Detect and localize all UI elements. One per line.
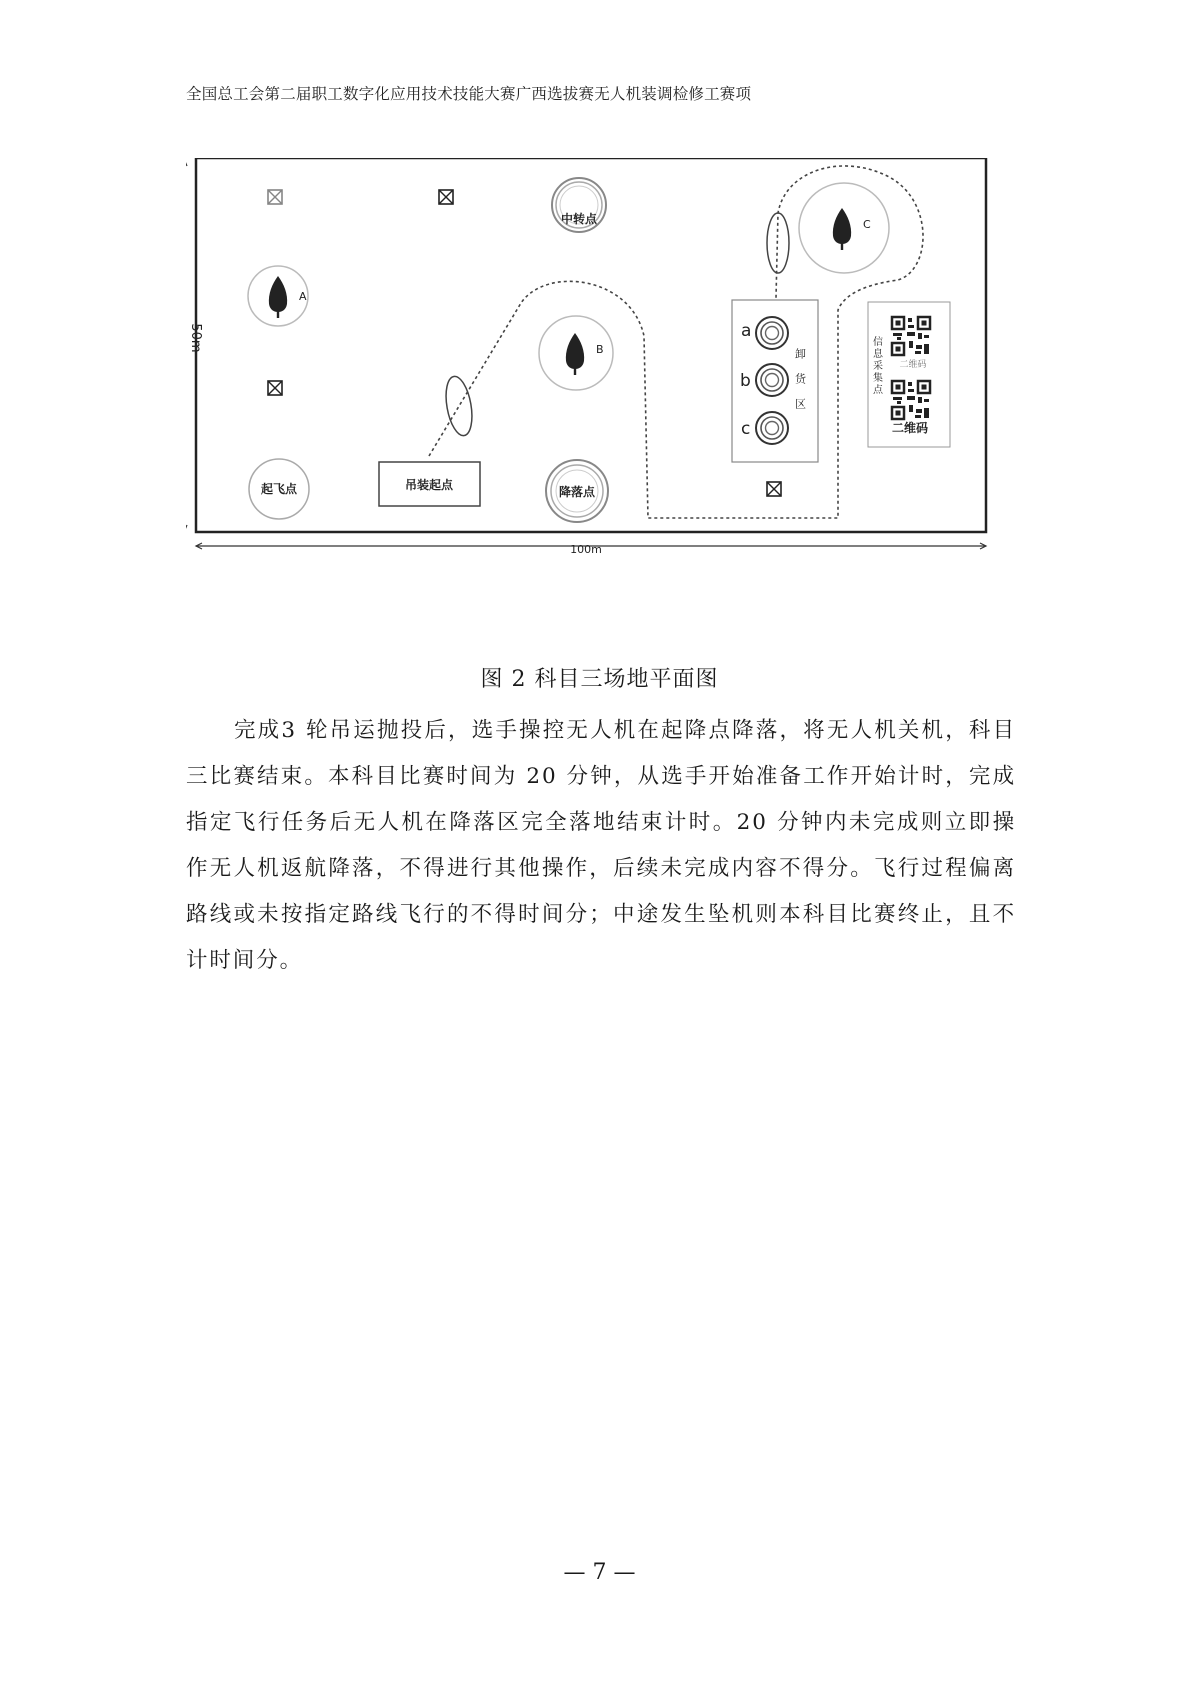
width-label: 100m — [570, 543, 602, 556]
landing-point-label: 降落点 — [558, 485, 596, 499]
qr-top-label: 二维码 — [899, 360, 927, 370]
body-paragraph: 完成3 轮吊运抛投后，选手操控无人机在起降点降落，将无人机关机，科目三比赛结束。本科目比赛时间为 20 分钟，从选手开始准备工作开始计时，完成指定飞行任务后无人机在降落区完全落地结束计时。20 分钟内未完成则立即操作无人机返航降落，不得进行其他操作，后续未完成内容不得分。飞行过程偏离路线或未按指定路线飞行的不得时间分；中途发生坠机则本科目比赛终止，且不计时间分。 — [186, 718, 1016, 973]
page-header: 全国总工会第二届职工数字化应用技术技能大赛广西选拔赛无人机装调检修工赛项 — [186, 85, 752, 103]
unload-slot-a-label: a — [741, 321, 752, 341]
tree-b-label: B — [596, 343, 604, 356]
qr-code-bottom — [891, 380, 931, 420]
site-plan-figure — [186, 158, 1066, 618]
page-number: — 7 — — [563, 1560, 636, 1585]
unload-zone-label: 卸货区 — [793, 348, 807, 423]
unload-slot-c-label: c — [741, 419, 751, 439]
takeoff-point-label: 起飞点 — [260, 482, 298, 496]
transfer-point-label: 中转点 — [560, 212, 598, 226]
figure-caption: 图 2 科目三场地平面图 — [480, 667, 719, 692]
height-label: 50m — [188, 323, 203, 353]
unload-slot-b-label: b — [740, 371, 751, 391]
tree-a-label: A — [299, 290, 307, 303]
hoist-start-label: 吊装起点 — [404, 478, 454, 492]
info-point-label: 信息采集点 — [870, 336, 882, 396]
tree-c-label: C — [863, 218, 871, 231]
qr-bottom-label: 二维码 — [891, 421, 929, 435]
qr-code-top — [891, 316, 931, 356]
